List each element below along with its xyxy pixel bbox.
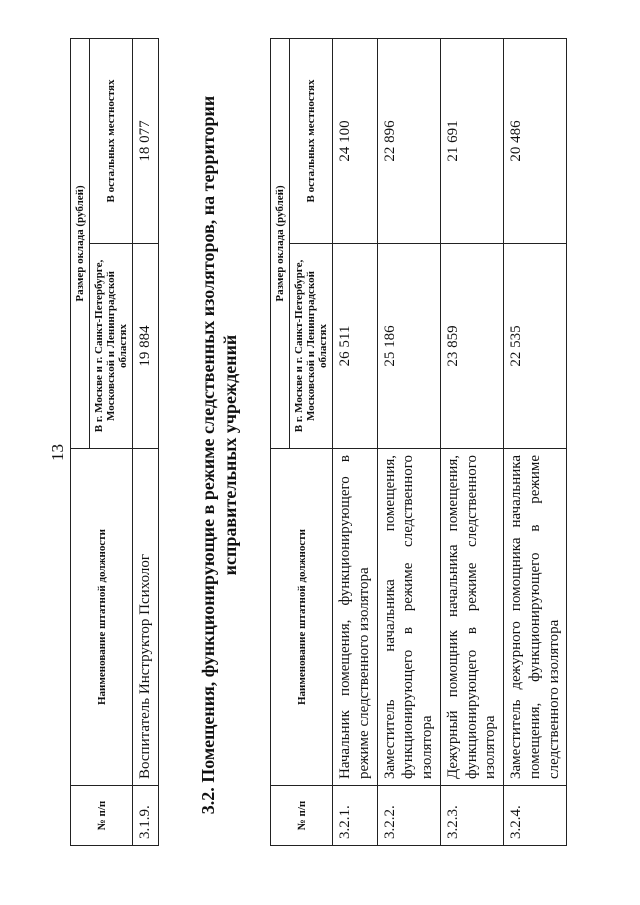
row-other: 18 077 <box>133 38 159 243</box>
row-num: 3.2.2. <box>377 786 440 846</box>
salary-table-3-2 <box>270 38 567 846</box>
row-moscow: 22 535 <box>504 244 567 449</box>
row-num: 3.1.9. <box>133 786 159 846</box>
header-other: В остальных местностях <box>290 38 333 243</box>
header-salary: Размер оклада (рублей) <box>71 38 90 448</box>
table-row <box>333 38 378 845</box>
row-name: Заместитель начальника помещения, функционирующего в режиме следственного изолятора <box>377 449 440 786</box>
header-num: № п/п <box>271 786 333 846</box>
table-row <box>504 38 567 845</box>
header-salary: Размер оклада (рублей) <box>271 38 290 448</box>
row-other: 24 100 <box>333 38 378 243</box>
row-num: 3.2.3. <box>440 786 503 846</box>
table-row <box>440 38 503 845</box>
row-num: 3.2.4. <box>504 786 567 846</box>
table-row <box>377 38 440 845</box>
page-number: 13 <box>48 444 67 461</box>
header-moscow: В г. Москве и г. Санкт-Петербурге, Московской и Ленинградской областях <box>90 244 133 449</box>
row-name: Начальник помещения, функционирующего в режиме следственного изолятора <box>333 449 378 786</box>
row-name: Воспитатель Инструктор Психолог <box>133 449 159 786</box>
table-header-row <box>71 38 90 845</box>
section-title: 3.2. Помещения, функционирующие в режиме следственных изоляторов, на территории исправительных учреждений <box>198 95 240 815</box>
header-position: Наименование штатной должности <box>271 449 333 786</box>
row-other: 20 486 <box>504 38 567 243</box>
header-position: Наименование штатной должности <box>71 449 133 786</box>
table-row <box>133 38 159 845</box>
table-header-row <box>271 38 290 845</box>
row-other: 22 896 <box>377 38 440 243</box>
row-name: Заместитель дежурного помощника начальника помещения, функционирующего в режиме следственного изолятора <box>504 449 567 786</box>
header-num: № п/п <box>71 786 133 846</box>
row-moscow: 26 511 <box>333 244 378 449</box>
row-moscow: 19 884 <box>133 244 159 449</box>
row-name: Дежурный помощник начальника помещения, функционирующего в режиме следственного изолятора <box>440 449 503 786</box>
row-moscow: 25 186 <box>377 244 440 449</box>
row-other: 21 691 <box>440 38 503 243</box>
header-moscow: В г. Москве и г. Санкт-Петербурге, Московской и Ленинградской областях <box>290 244 333 449</box>
salary-table-3-1 <box>70 38 159 846</box>
row-num: 3.2.1. <box>333 786 378 846</box>
header-other: В остальных местностях <box>90 38 133 243</box>
row-moscow: 23 859 <box>440 244 503 449</box>
